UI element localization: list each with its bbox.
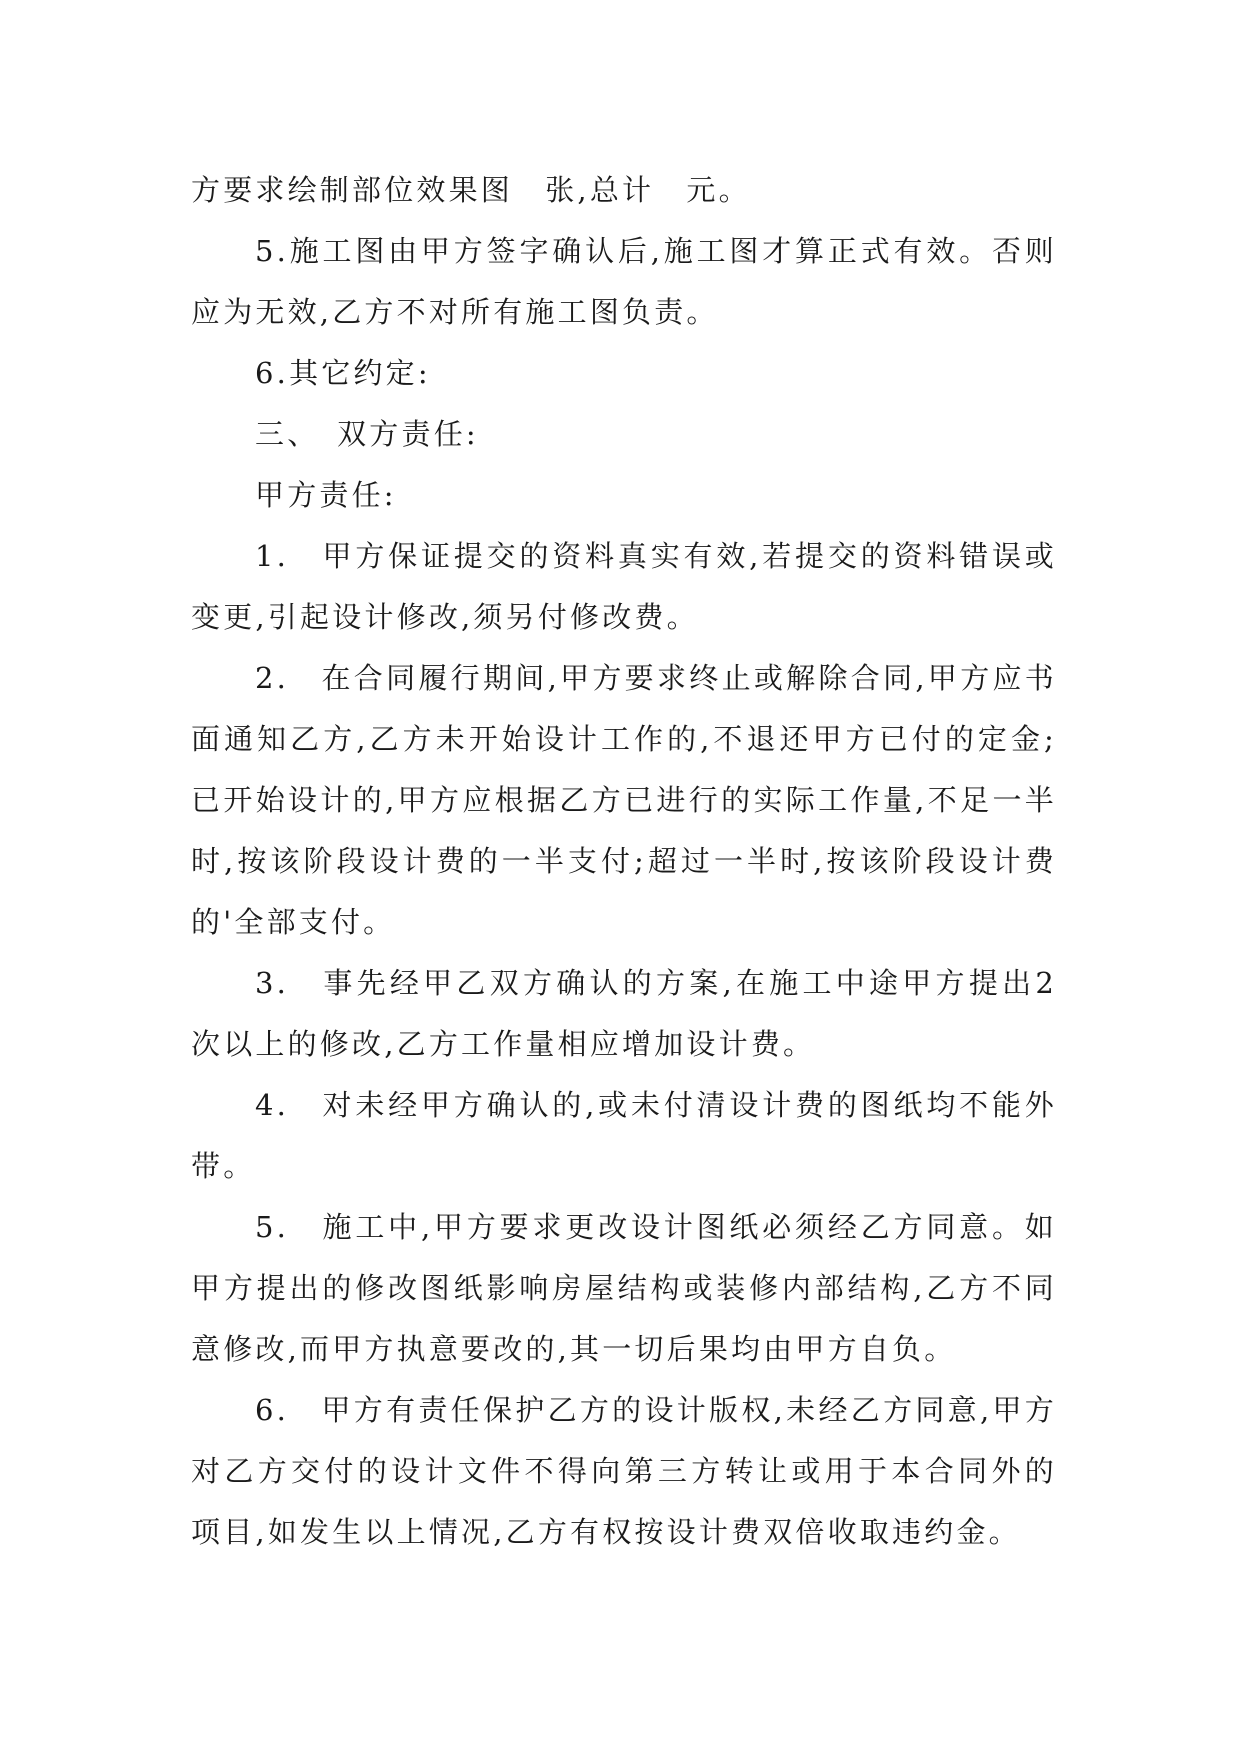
paragraph-party-a-4: 4. 对未经甲方确认的,或未付清设计费的图纸均不能外带。 xyxy=(191,1088,1057,1183)
paragraph-party-a-3: 3. 事先经甲乙双方确认的方案,在施工中途甲方提出2次以上的修改,乙方工作量相应增加设计费。 xyxy=(191,966,1057,1061)
paragraph-party-a-5: 5. 施工中,甲方要求更改设计图纸必须经乙方同意。如甲方提出的修改图纸影响房屋结构或装修内部结构,乙方不同意修改,而甲方执意要改的,其一切后果均由甲方自负。 xyxy=(191,1210,1057,1366)
paragraph-continuation: 方要求绘制部位效果图 张,总计 元。 xyxy=(191,173,751,207)
paragraph-party-a-6: 6. 甲方有责任保护乙方的设计版权,未经乙方同意,甲方对乙方交付的设计文件不得向第三方转让或用于本合同外的项目,如发生以上情况,乙方有权按设计费双倍收取违约金。 xyxy=(191,1393,1057,1549)
subheading-party-a: 甲方责任: xyxy=(255,478,397,512)
paragraph-party-a-2: 2. 在合同履行期间,甲方要求终止或解除合同,甲方应书面通知乙方,乙方未开始设计工作的,不退还甲方已付的定金;已开始设计的,甲方应根据乙方已进行的实际工作量,不足一半时,按该阶段设计费的一半支付;超过一半时,按该阶段设计费的'全部支付。 xyxy=(191,661,1057,939)
paragraph-clause-6-other: 6.其它约定: xyxy=(255,356,431,390)
paragraph-party-a-1: 1. 甲方保证提交的资料真实有效,若提交的资料错误或变更,引起设计修改,须另付修改费。 xyxy=(191,539,1057,634)
document-body xyxy=(191,160,1057,1563)
paragraph-clause-5-drawings: 5.施工图由甲方签字确认后,施工图才算正式有效。否则应为无效,乙方不对所有施工图负责。 xyxy=(191,234,1057,329)
section-heading-responsibilities: 三、 双方责任: xyxy=(255,417,479,451)
